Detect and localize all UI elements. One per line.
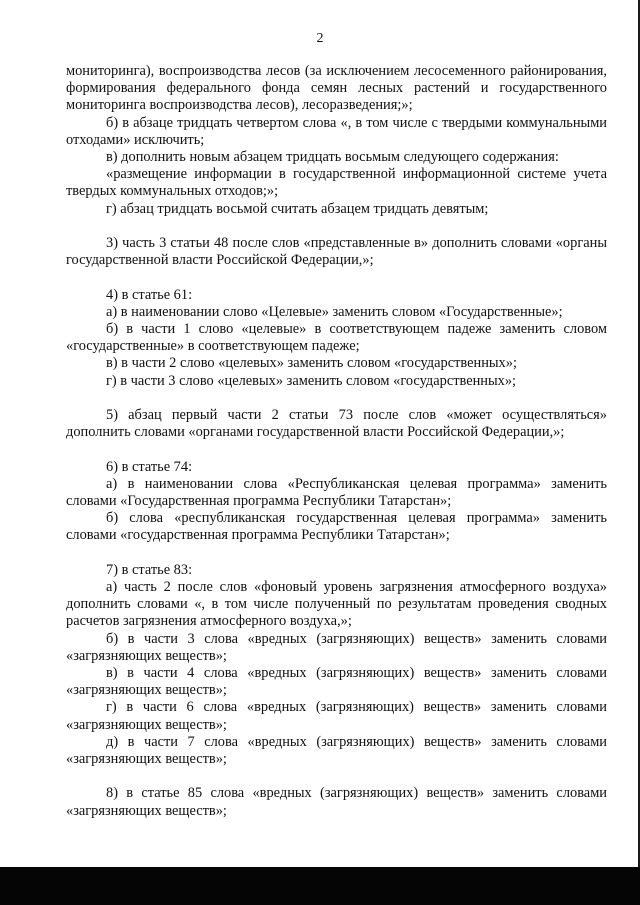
- paragraph-gap: [66, 269, 607, 286]
- paragraph: г) абзац тридцать восьмой считать абзацем тридцать девятым;: [106, 200, 489, 217]
- paragraph: г) в части 3 слово «целевых» заменить словом «государственных»;: [106, 372, 517, 389]
- document-body: [66, 63, 607, 820]
- paragraph: г) в части 6 слова «вредных (загрязняющих) веществ» заменить словами «загрязняющих веществ»;: [66, 699, 607, 733]
- paragraph: а) в наименовании слова «Республиканская целевая программа» заменить словами «Государственная программа Республики Татарстан»;: [66, 475, 607, 510]
- paragraph: а) в наименовании слово «Целевые» заменить словом «Государственные»;: [106, 303, 563, 320]
- paragraph: 6) в статье 74:: [106, 458, 193, 475]
- paragraph: 5) абзац первый части 2 статьи 73 после слов «может осуществляться» дополнить словами «органами государственной власти Российской Федерации,»;: [66, 407, 607, 441]
- paragraph: мониторинга), воспроизводства лесов (за исключением лесосеменного районирования, формирования федерального фонда семян лесных растений и государственного мониторинга воспроизводства лесов), лесоразведения;»;: [66, 63, 607, 114]
- paragraph: 3) часть 3 статьи 48 после слов «представленные в» дополнить словами «органы государственной власти Российской Федерации,»;: [66, 235, 607, 269]
- page-number: 2: [316, 31, 324, 46]
- paragraph: 8) в статье 85 слова «вредных (загрязняющих) веществ» заменить словами «загрязняющих веществ»;: [66, 785, 607, 819]
- paragraph: б) в части 1 слово «целевые» в соответствующем падеже заменить словом «государственные» в соответствующем падеже;: [66, 321, 607, 355]
- paragraph-gap: [66, 390, 607, 407]
- paragraph: в) дополнить новым абзацем тридцать восьмым следующего содержания:: [106, 149, 559, 166]
- paragraph: б) слова «республиканская государственная целевая программа» заменить словами «государственная программа Республики Татарстан»;: [66, 510, 607, 544]
- paragraph: а) часть 2 после слов «фоновый уровень загрязнения атмосферного воздуха» дополнить словами «, в том числе полученный по результатам проведения сводных расчетов загрязнения атмосферного воздуха,»;: [66, 579, 607, 630]
- paragraph: в) в части 4 слова «вредных (загрязняющих) веществ» заменить словами «загрязняющих веществ»;: [66, 665, 607, 699]
- paragraph: 7) в статье 83:: [106, 561, 193, 578]
- paragraph-gap: [66, 218, 607, 235]
- paragraph: «размещение информации в государственной информационной системе учета твердых коммунальных отходов;»;: [66, 166, 607, 200]
- scan-edge-bottom: [0, 867, 640, 905]
- paragraph: 4) в статье 61:: [106, 286, 193, 303]
- paragraph: б) в абзаце тридцать четвертом слова «, в том числе с твердыми коммунальными отходами» исключить;: [66, 114, 607, 148]
- paragraph: д) в части 7 слова «вредных (загрязняющих) веществ» заменить словами «загрязняющих веществ»;: [66, 733, 607, 768]
- paragraph: б) в части 3 слова «вредных (загрязняющих) веществ» заменить словами «загрязняющих веществ»;: [66, 630, 607, 664]
- paragraph: в) в части 2 слово «целевых» заменить словом «государственных»;: [106, 355, 517, 372]
- paragraph-gap: [66, 545, 607, 562]
- paragraph-gap: [66, 441, 607, 458]
- paragraph-gap: [66, 768, 607, 785]
